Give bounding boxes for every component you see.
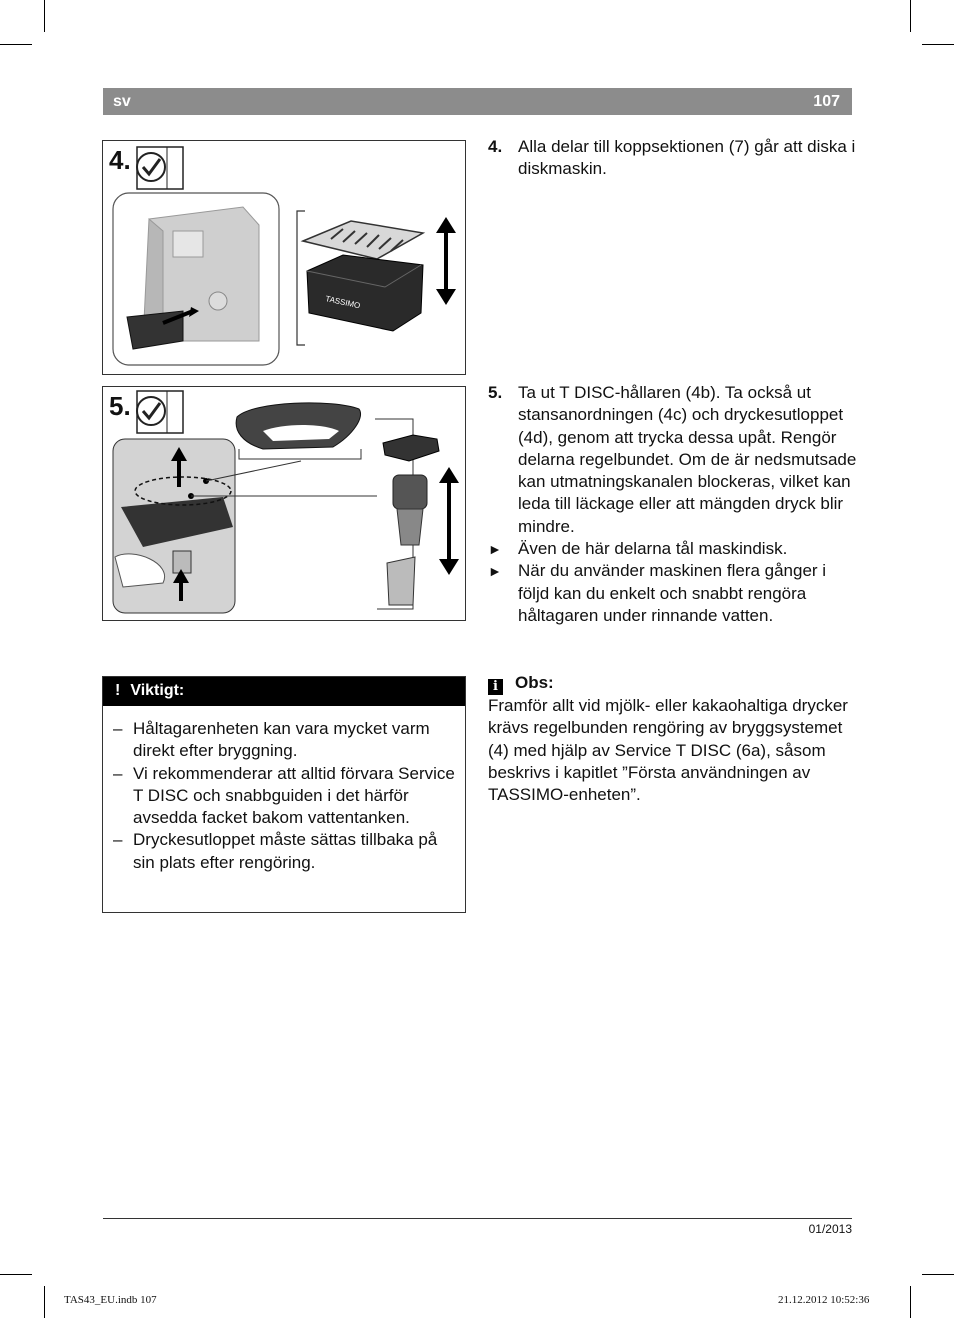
dash-marker: – [113,830,123,850]
exclamation-icon: ! [115,682,121,699]
figure-step-number: 4. [109,145,131,175]
dash-marker: – [113,719,123,738]
machine-illustration [103,141,465,374]
note-title: Obs: [515,673,554,692]
page-number: 107 [813,93,840,110]
dishwasher-safe-icon [137,391,183,433]
language-code: sv [113,93,131,110]
list-item [488,538,858,560]
step-5 [488,382,858,627]
dash-marker: – [113,763,123,783]
warning-item-text: Håltagarenheten kan vara mycket varm direkt efter bryggning. [133,719,430,761]
footer-divider [103,1218,852,1219]
bullet-arrow-icon: ► [488,563,502,580]
crop-mark [44,0,45,32]
warning-header [103,677,465,706]
warning-item-text: Vi rekommenderar att alltid förvara Service T DISC och snabbguiden i det härför avsedda facket bakom vattentanken. [133,763,455,828]
step-number: 4. [488,137,503,156]
warning-box [102,676,466,913]
crop-mark [922,44,954,45]
step-number: 5. [488,383,503,402]
brand-label: TASSIMO [324,294,362,311]
crop-mark [922,1274,954,1275]
list-item [113,718,461,763]
print-file-mark: TAS43_EU.indb 107 [64,1294,157,1306]
figure-step-5 [102,386,466,621]
step-text: Ta ut T DISC-hållaren (4b). Ta också ut stansanordningen (4c) och dryckesutloppet (4d), genom att trycka dessa upåt. Rengör delarna regelbundet. Om de är nedsmutsade kan utmatningskanalen blockeras, vilket kan leda till läckage eller att mängden dryck blir mindre. [518,383,857,536]
crop-mark [0,44,32,45]
bullet-arrow-icon: ► [488,541,502,558]
figure-step-number: 5. [109,391,131,421]
warning-title: Viktigt: [130,682,185,699]
crop-mark [910,0,911,32]
dishwasher-safe-icon [137,147,183,189]
note-header [488,672,848,695]
info-icon: i [488,679,503,695]
print-timestamp: 21.12.2012 10:52:36 [778,1294,870,1306]
warning-list [103,706,465,874]
step-4 [488,136,858,181]
note-text: Framför allt vid mjölk- eller kakaohaltiga drycker krävs regelbunden rengöring av bryggsystemet (4) med hjälp av Service T DISC (6a), såsom beskrivs i kapitlet ”Första användningen av TASSIMO-enheten”. [488,696,848,805]
list-item [113,763,461,830]
warning-item-text: Dryckesutloppet måste sättas tillbaka på sin plats efter rengöring. [133,830,438,872]
crop-mark [44,1286,45,1318]
footer-date: 01/2013 [808,1222,852,1236]
step-text: Alla delar till koppsektionen (7) går att diska i diskmaskin. [518,137,856,179]
note-block [488,672,848,806]
list-item [113,829,461,874]
holder-illustration [103,387,465,620]
crop-mark [0,1274,32,1275]
crop-mark [910,1286,911,1318]
bullet-text: När du använder maskinen flera gånger i följd kan du enkelt och snabbt rengöra håltagaren under rinnande vatten. [518,561,827,625]
figure-step-4 [102,140,466,375]
page-header [103,88,852,115]
bullet-text: Även de här delarna tål maskindisk. [518,539,788,559]
list-item [488,560,858,627]
